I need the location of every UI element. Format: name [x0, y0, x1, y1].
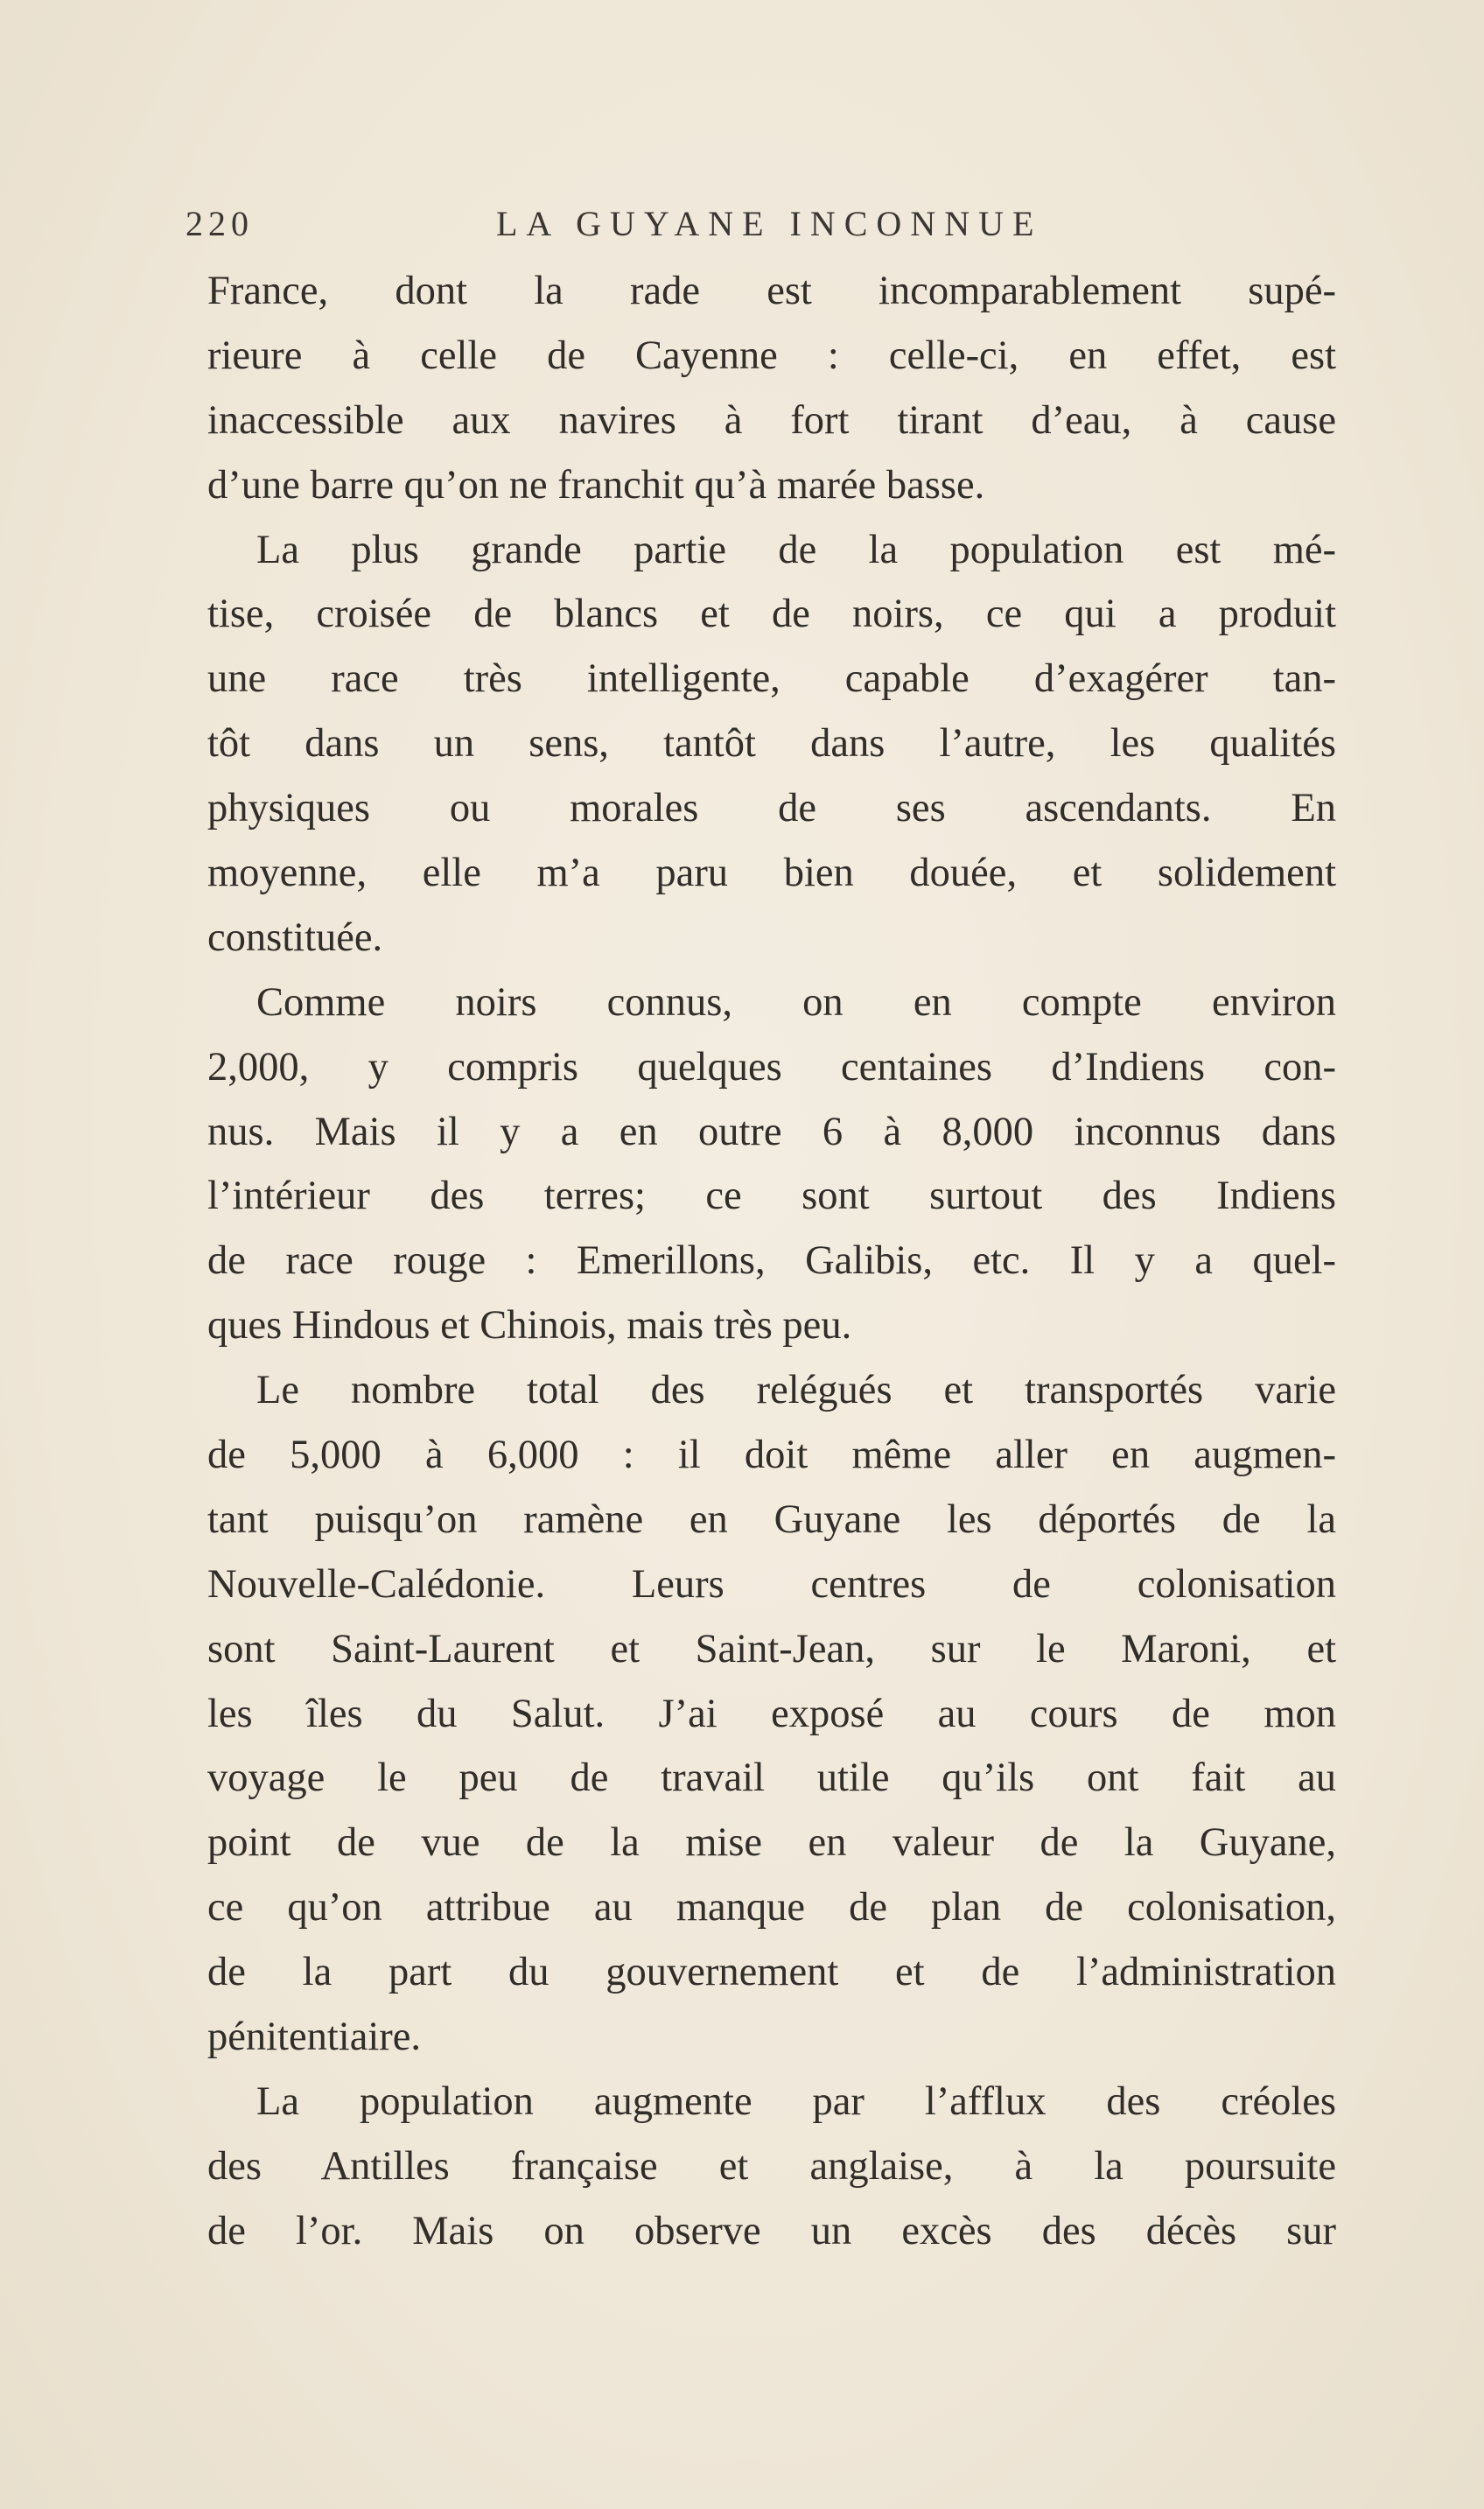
text-line: Comme noirs connus, on en compte environ	[256, 979, 1336, 1025]
text-line: tôt dans un sens, tantôt dans l’autre, les qualités	[207, 721, 1336, 767]
text-line: Le nombre total des relégués et transportés varie	[256, 1368, 1336, 1413]
paragraph	[207, 259, 1336, 518]
text-line: de race rouge : Emerillons, Galibis, etc. Il y a quel-	[207, 1238, 1336, 1284]
text-line: pénitentiaire.	[207, 2015, 422, 2060]
text-line: sont Saint-Laurent et Saint-Jean, sur le Maroni, et	[207, 1626, 1336, 1671]
text-line: France, dont la rade est incomparablement supé-	[207, 269, 1336, 313]
page-number: 220	[186, 204, 254, 243]
text-line: ce qu’on attribue au manque de plan de colonisation,	[207, 1885, 1336, 1931]
paragraph	[207, 518, 1336, 971]
text-line: nus. Mais il y a en outre 6 à 8,000 inconnus dans	[207, 1109, 1336, 1154]
text-line: 2,000, y compris quelques centaines d’Indiens con-	[207, 1044, 1336, 1090]
text-line: La population augmente par l’afflux des créoles	[256, 2078, 1336, 2124]
text-line: de la part du gouvernement et de l’administration	[207, 1950, 1336, 1995]
paragraph	[207, 2070, 1336, 2264]
text-line: d’une barre qu’on ne franchit qu’à marée basse.	[207, 462, 985, 508]
text-line: une race très intelligente, capable d’exagérer tan-	[207, 656, 1336, 702]
text-line: voyage le peu de travail utile qu’ils ont fait au	[207, 1756, 1336, 1801]
page-header	[186, 203, 1340, 256]
paragraph	[207, 1358, 1336, 2070]
text-line: tant puisqu’on ramène en Guyane les déportés de la	[207, 1496, 1336, 1542]
text-line: La plus grande partie de la population est mé-	[256, 527, 1336, 572]
text-line: tise, croisée de blancs et de noirs, ce qui a produit	[207, 592, 1336, 637]
text-line: rieure à celle de Cayenne : celle-ci, en effet, est	[207, 333, 1336, 378]
text-line: physiques ou morales de ses ascendants. En	[207, 786, 1336, 831]
text-line: l’intérieur des terres; ce sont surtout des Indiens	[207, 1174, 1336, 1219]
text-line: Nouvelle-Calédonie. Leurs centres de colonisation	[207, 1561, 1336, 1607]
text-line: les îles du Salut. J’ai exposé au cours de mon	[207, 1691, 1336, 1736]
text-line: de l’or. Mais on observe un excès des décès sur	[207, 2208, 1336, 2253]
text-line: des Antilles française et anglaise, à la poursuite	[207, 2143, 1336, 2189]
body-text	[207, 259, 1336, 2264]
text-line: point de vue de la mise en valeur de la Guyane,	[207, 1820, 1336, 1866]
paragraph	[207, 971, 1336, 1358]
text-line: constituée.	[207, 915, 383, 960]
running-title: LA GUYANE INCONNUE	[496, 204, 1043, 243]
text-line: de 5,000 à 6,000 : il doit même aller en augmen-	[207, 1433, 1336, 1478]
text-line: inaccessible aux navires à fort tirant d’eau, à cause	[207, 397, 1336, 443]
text-line: ques Hindous et Chinois, mais très peu.	[207, 1303, 852, 1349]
text-line: moyenne, elle m’a paru bien douée, et solidement	[207, 851, 1336, 896]
